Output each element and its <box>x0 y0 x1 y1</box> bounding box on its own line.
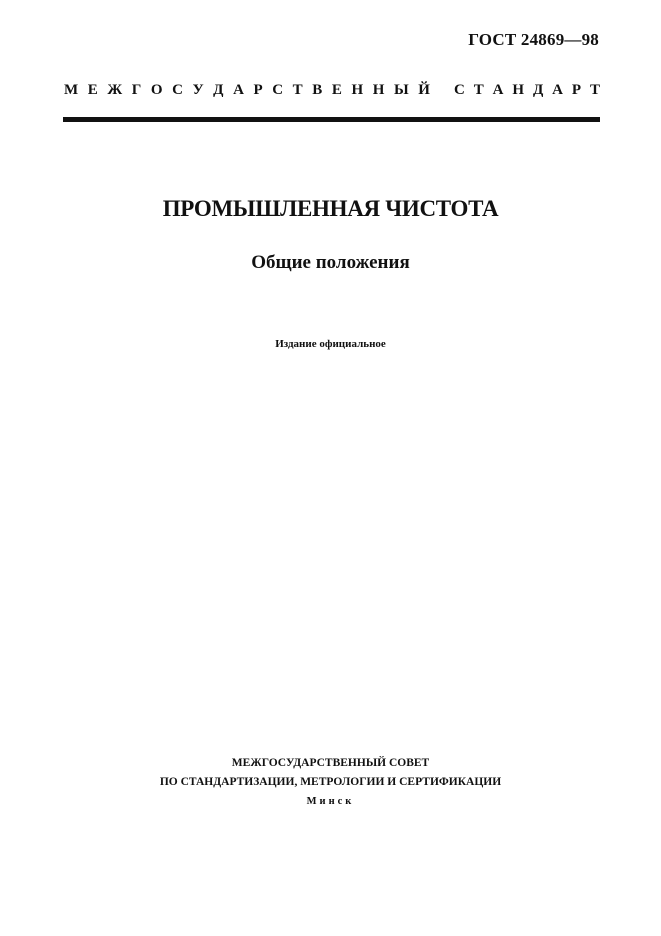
spaced-letter: Д <box>213 82 224 98</box>
spaced-letter: С <box>454 82 465 98</box>
spaced-letter: Ж <box>107 82 123 98</box>
spaced-letter: А <box>492 82 504 98</box>
heading-divider <box>63 117 600 122</box>
standard-type-heading <box>64 82 600 99</box>
spaced-letter: Т <box>589 82 600 98</box>
page-title: ПРОМЫШЛЕННАЯ ЧИСТОТА <box>162 196 499 221</box>
publisher-block <box>0 754 661 811</box>
publisher-line-1: МЕЖГОСУДАРСТВЕННЫЙ СОВЕТ <box>231 757 430 769</box>
standard-type-word-1 <box>64 82 430 99</box>
spaced-letter: У <box>192 82 204 98</box>
spaced-letter: В <box>312 82 323 98</box>
spaced-letter: О <box>150 82 163 98</box>
spaced-letter: Н <box>351 82 364 98</box>
spaced-letter: Ы <box>393 82 409 98</box>
spaced-letter: А <box>233 82 244 98</box>
standard-type-word-2 <box>454 82 600 99</box>
document-code: ГОСТ 24869—98 <box>468 30 599 49</box>
spaced-letter: Р <box>571 82 582 98</box>
spaced-letter: Т <box>473 82 484 98</box>
spaced-letter: Г <box>131 82 142 98</box>
spaced-letter: С <box>172 82 183 98</box>
publisher-line-2: ПО СТАНДАРТИЗАЦИИ, МЕТРОЛОГИИ И СЕРТИФИКАЦИИ <box>159 776 502 788</box>
spaced-letter: Е <box>331 82 342 98</box>
page-subtitle: Общие положения <box>251 252 410 273</box>
spaced-letter: Н <box>512 82 525 98</box>
spaced-letter: М <box>64 82 79 98</box>
spaced-letter: Р <box>253 82 263 98</box>
spaced-letter: Т <box>292 82 303 98</box>
spaced-letter: А <box>552 82 563 98</box>
spaced-letter: Д <box>532 82 544 98</box>
spaced-letter: Й <box>418 82 430 98</box>
spaced-letter: Е <box>87 82 98 98</box>
spaced-letter: С <box>272 82 284 98</box>
publisher-city: Минск <box>306 796 355 807</box>
spaced-letter: Н <box>372 82 385 98</box>
edition-note: Издание официальное <box>275 338 386 350</box>
